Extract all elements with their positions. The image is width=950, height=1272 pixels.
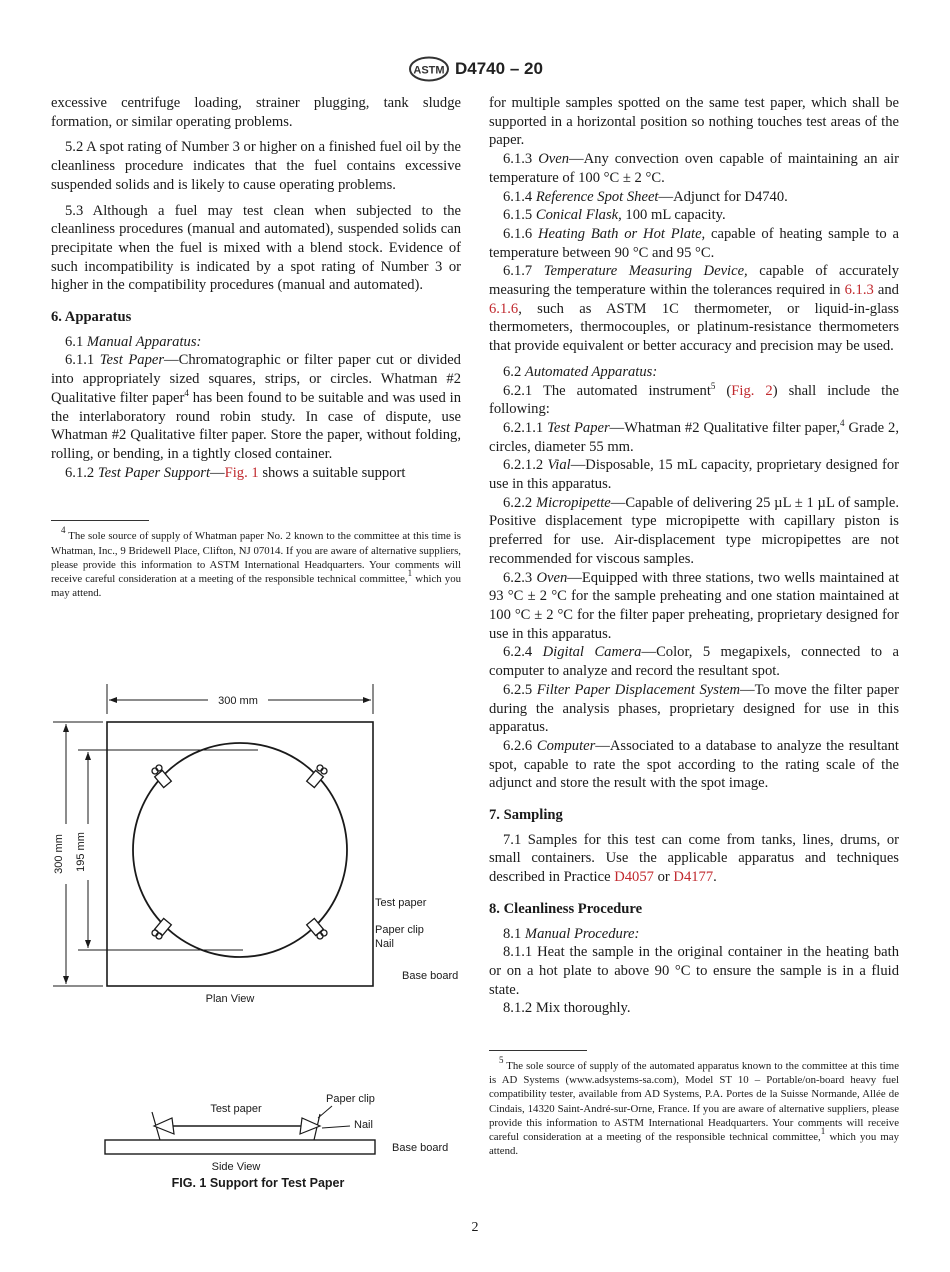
paragraph-8-1-1: 8.1.1 Heat the sample in the original container in the heating bath or on a hot plate to above 90 °C to ensure the sample is in a fluid state. — [489, 944, 899, 998]
section-6-1-6-link[interactable]: 6.1.6 — [489, 300, 519, 317]
footnote-ref-4[interactable]: 4 — [184, 387, 189, 398]
test-paper-label: Test paper — [375, 897, 427, 909]
dim-width-label: 300 mm — [218, 695, 258, 707]
paragraph-6-1-7: 6.1.7 Temperature Measuring Device, capable of accurately measuring the temperature within the tolerances required in 6.1.3 and 6.1.6, such as ASTM 1C thermometer, or liquid-in-glass thermometers, thermocouples, or platinum-resistance thermometers that provide equivalent or better accuracy and precision may be used. — [489, 263, 899, 355]
section-6-heading: 6. Apparatus — [51, 309, 132, 326]
paragraph-6-1-3: 6.1.3 Oven—Any convection oven capable of maintaining an air temperature of 100 °C ± 2 °C. — [489, 151, 899, 186]
fig-2-link[interactable]: Fig. 2 — [731, 382, 773, 399]
left-column — [51, 94, 461, 600]
paragraph-6-2-1-1: 6.2.1.1 Test Paper—Whatman #2 Qualitative filter paper,$^4$ Grade 2, circles, diameter 55 mm. — [489, 417, 899, 455]
footnote-divider — [489, 1050, 587, 1051]
side-test-paper-label: Test paper — [210, 1103, 262, 1115]
fig-1-link[interactable]: Fig. 1 — [224, 464, 259, 481]
side-base-board-label: Base board — [392, 1142, 449, 1154]
paragraph-8-1: 8.1 Manual Procedure: — [503, 925, 640, 942]
svg-text:ASTM: ASTM — [413, 64, 445, 77]
paragraph-6-2-1: 6.2.1 The automated instrument$^5$ (Fig. 2) shall include the following: — [489, 380, 899, 418]
footnote-divider — [51, 520, 149, 521]
base-board-label: Base board — [402, 970, 459, 982]
paragraph-7-1: 7.1 Samples for this test can come from tanks, lines, drums, or small containers. Use the applicable apparatus and techniques described in Practice D4057 or D4177. — [489, 831, 899, 886]
paragraph-6-1-5: 6.1.5 Conical Flask, 100 mL capacity. — [503, 207, 726, 224]
footnote-4: $^4$ The sole source of supply of Whatman paper No. 2 known to the committee at this time is Whatman, Inc., 9 Bridewell Place, Clifton, NJ 07014. If you are aware of alternative suppliers, please provide this information to ASTM International Headquarters. Your comments will receive careful consideration at a meeting of the responsible technical committee,$^1$ which you may attend. — [51, 525, 461, 600]
plan-view-label: Plan View — [205, 993, 255, 1005]
paragraph-6-2: 6.2 Automated Apparatus: — [503, 363, 658, 380]
paragraph-5-1-continued: excessive centrifuge loading, strainer plugging, tank sludge formation, or similar operating problems. — [51, 95, 461, 130]
paper-clip-icon — [307, 918, 327, 939]
dim-circle-label: 195 mm — [75, 832, 87, 872]
footnote-ref-1[interactable]: 1 — [407, 567, 413, 578]
paragraph-6-2-3: 6.2.3 Oven—Equipped with three stations, two wells maintained at 93 °C ± 2 °C for the sample preheating and one station maintained at 100 °C ± 2 °C for the filter paper preheating, proprietary designed for use in this apparatus. — [489, 569, 899, 642]
side-view-label: Side View — [211, 1161, 261, 1173]
page-number: 2 — [471, 1220, 479, 1235]
d4177-link[interactable]: D4177 — [673, 869, 714, 886]
footnote-5: $^5$ The sole source of supply of the automated apparatus known to the committee at this time is AD Systems (www.adsystems-sa.com), Model ST 10 – Portable/on-board heavy fuel compatibility tester, available from AD Systems, P.A. Portes de la Suisse Normande, Allée de Cindais, 14320 Saint-André-sur-Orne, France. If you are aware of alternative suppliers, please provide this information to ASTM International Headquarters. Your comments will receive careful consideration at a meeting of the responsible technical committee,$^1$ which you may attend. — [489, 1055, 899, 1158]
base-board-plan — [107, 722, 373, 986]
figure-1-caption: FIG. 1 Support for Test Paper — [171, 1176, 345, 1190]
astm-logo-icon — [408, 56, 450, 82]
paragraph-6-1-6: 6.1.6 Heating Bath or Hot Plate, capable of heating sample to a temperature between 90 °C and 95 °C. — [489, 225, 899, 261]
standard-designation: D4740 – 20 — [455, 59, 543, 78]
paragraph-6-2-1-2: 6.2.1.2 Vial—Disposable, 15 mL capacity, proprietary designed for use in this apparatus. — [489, 457, 899, 493]
paragraph-8-1-2: 8.1.2 Mix thoroughly. — [503, 1000, 631, 1017]
side-nail-label: Nail — [354, 1119, 373, 1131]
base-board-side — [105, 1140, 375, 1154]
paragraph-6-1-4: 6.1.4 Reference Spot Sheet—Adjunct for D4740. — [503, 188, 788, 205]
paragraph-6-1: 6.1 Manual Apparatus: — [65, 333, 202, 350]
paragraph-6-1-2-continued: for multiple samples spotted on the same test paper, which shall be supported in a horizontal position so nothing touches test areas of the paper. — [489, 95, 899, 149]
paragraph-5-2: 5.2 A spot rating of Number 3 or higher on a finished fuel oil by the cleanliness procedure indicates that the fuel contains excessive suspended solids and is likely to cause operating problems. — [51, 139, 461, 193]
section-6-1-3-link[interactable]: 6.1.3 — [844, 282, 874, 299]
footnote-ref-5[interactable]: 5 — [710, 380, 716, 391]
paragraph-6-2-4: 6.2.4 Digital Camera—Color, 5 megapixels, connected to a computer to analyze and record the resultant spot. — [489, 644, 899, 680]
paragraph-6-2-2: 6.2.2 Micropipette—Capable of delivering 25 µL ± 1 µL of sample. Positive displacement type micropipette with capillary piston is preferred for use. Air-displacement type micropipettes are not recommended for viscous samples. — [489, 494, 899, 567]
d4057-link[interactable]: D4057 — [614, 869, 654, 886]
footnote-ref-1[interactable]: 1 — [820, 1126, 826, 1137]
paragraph-6-1-2: 6.1.2 Test Paper Support—Fig. 1 shows a suitable support — [65, 464, 406, 481]
nail-label: Nail — [375, 938, 394, 950]
page-header — [0, 56, 950, 86]
paragraph-6-1-1: 6.1.1 Test Paper—Chromatographic or filter paper cut or divided into appropriately sized squares, strips, or circles. Whatman #2 Qualitative filter paper$^4$ has been found to be suitable and was used in the interlaboratory round robin study. In case of dispute, use Whatman #2 Qualitative filter paper. Store the paper, without folding, rolling, or bending, in a tightly closed container. — [51, 352, 462, 462]
dim-height-label: 300 mm — [53, 834, 65, 874]
paragraph-6-2-6: 6.2.6 Computer—Associated to a database to analyze the resultant spot, capable to rate the spot according to the rating scale of the adjunct and store the result with the spot image. — [489, 737, 899, 792]
section-7-heading: 7. Sampling — [489, 807, 563, 824]
footnote-ref-4[interactable]: 4 — [840, 417, 845, 428]
paragraph-6-2-5: 6.2.5 Filter Paper Displacement System—To move the filter paper during the analysis phases, proprietary designed for use in this apparatus. — [489, 681, 899, 736]
section-8-heading: 8. Cleanliness Procedure — [489, 900, 643, 917]
paper-clip-label: Paper clip — [375, 924, 424, 936]
side-paper-clip-label: Paper clip — [326, 1093, 375, 1105]
right-column — [489, 94, 899, 1158]
figure-1-diagram — [48, 674, 468, 1206]
plan-view — [53, 684, 373, 986]
paper-clip-icon — [152, 918, 171, 939]
paragraph-5-3: 5.3 Although a fuel may test clean when subjected to the cleanliness procedures (manual and automated), suspended solids can precipitate when the fuel is mixed with a blend stock. Evidence of such incompatibility is indicated by a spot rating of Number 3 or higher in the compatibility procedures (manual and automated). — [51, 202, 461, 294]
